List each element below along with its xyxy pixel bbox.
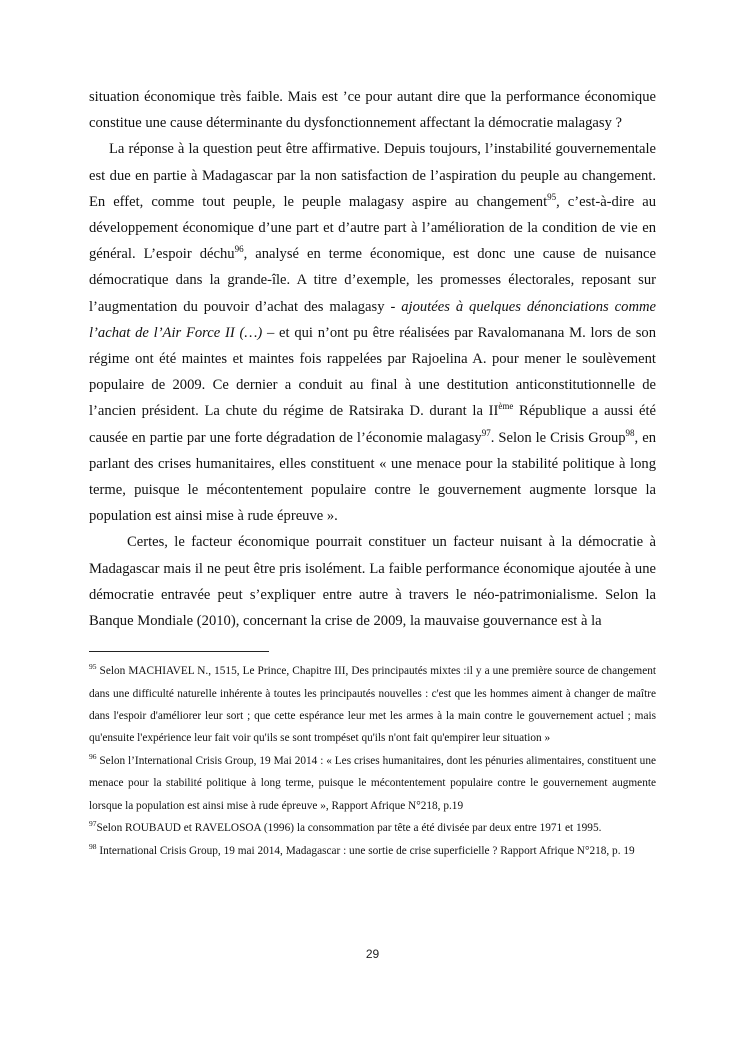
paragraph-text: République a aussi été causée en partie par une forte dégradation de l’économie malagasy <box>89 403 656 446</box>
paragraph-text: , en parlant des crises humanitaires, elles constituent « une menace pour la stabilité politique à long terme, puisque le mécontentement populaire contre le gouvernement augmente lorsque la population est ainsi mise à rude épreuve ». <box>89 429 656 525</box>
footnote-98 <box>89 840 656 862</box>
page-number: 29 <box>365 947 380 961</box>
footnote-text: Selon l’International Crisis Group, 19 Mai 2014 : « Les crises humanitaires, dont les pénuries alimentaires, constituent une menace pour la stabilité politique à long terme, puisque le mécontentement populaire contre le gouvernement augmente lorsque la population est ainsi mise à rude épreuve », Rapport Afrique N°218, p.19 <box>89 754 656 812</box>
footnote-ref-96[interactable]: 96 <box>234 244 244 255</box>
paragraph-text: – et qui n’ont pu être réalisées par Ravalomanana M. lors de son régime ont été maintes et maintes fois rappelées par Rajoelina A. pour mener le soulèvement populaire de 2009. Ce dernier a conduit au final à une destitution anticonstitutionnelle de l’ancien président. La chute du régime de Ratsiraka D. durant la II <box>89 324 656 420</box>
footnote-ref-98[interactable]: 98 <box>625 427 635 438</box>
footnote-ref-97[interactable]: 97 <box>481 427 491 438</box>
paragraph-1 <box>89 84 656 136</box>
footnote-text: Selon ROUBAUD et RAVELOSOA (1996) la consommation par tête a été divisée par deux entre 1971 et 1995. <box>96 822 602 835</box>
paragraph-text: , analysé en terme économique, est donc une cause de nuisance démocratique dans la grande-île. A titre d’exemple, les promesses électorales, reposant sur l’augmentation du pouvoir d’achat des malagasy - <box>89 246 656 315</box>
paragraph-text: La réponse à la question peut être affirmative. Depuis toujours, l’instabilité gouvernementale est due en partie à Madagascar par la non satisfaction de l’aspiration du peuple au changement. En effet, comme tout peuple, le peuple malagasy aspire au changement <box>89 141 656 210</box>
footnote-text: International Crisis Group, 19 mai 2014, Madagascar : une sortie de crise superficielle ? Rapport Afrique N°218, p. 19 <box>96 844 635 857</box>
footnote-96 <box>89 750 656 817</box>
footnote-separator <box>89 651 269 652</box>
footnotes <box>89 660 656 862</box>
paragraph-text: situation économique très faible. Mais est ’ce pour autant dire que la performance économique constitue une cause déterminante du dysfonctionnement affectant la démocratie malagasy ? <box>89 89 656 132</box>
paragraph-text: Certes, le facteur économique pourrait constituer un facteur nuisant à la démocratie à Madagascar mais il ne peut être pris isolément. La faible performance économique ajoutée à une démocratie entravée peut s’expliquer entre autre à travers le néo-patrimonialisme. Selon la Banque Mondiale (2010), concernant la crise de 2009, la mauvaise gouvernance est à la <box>89 534 656 630</box>
footnote-mark: 96 <box>89 752 97 762</box>
footnote-95 <box>89 660 656 750</box>
page-body <box>89 84 656 862</box>
footnote-97 <box>89 817 656 839</box>
footnote-mark: 97 <box>89 819 97 829</box>
paragraph-2 <box>89 136 656 529</box>
main-text <box>89 84 656 634</box>
footnote-ref-95[interactable]: 95 <box>547 191 557 202</box>
footnote-mark: 98 <box>89 841 97 851</box>
paragraph-text: . Selon le Crisis Group <box>490 429 626 446</box>
superscript-eme: ème <box>498 401 514 412</box>
italic-quote: ajoutées à quelques dénonciations comme l’achat de l’Air Force II (…) <box>89 298 656 341</box>
footnote-text: Selon MACHIAVEL N., 1515, Le Prince, Chapitre III, Des principautés mixtes :il y a une première source de changement dans une difficulté naturelle inhérente à toutes les principautés nouvelles : c'est que les hommes aiment à changer de maître dans l'espoir d'améliorer leur sort ; que cette espérance leur met les armes à la main contre le gouvernement actuel ; mais qu'ensuite l'expérience leur fait voir qu'ils se sont trompéset qu'ils n'ont fait qu'empirer leur situation » <box>89 665 656 745</box>
paragraph-text: , c’est-à-dire au développement économique d’une part et d’autre part à l’amélioration de la condition de vie en général. L’espoir déchu <box>89 193 657 263</box>
footnote-mark: 95 <box>89 662 97 672</box>
paragraph-3 <box>89 529 656 634</box>
